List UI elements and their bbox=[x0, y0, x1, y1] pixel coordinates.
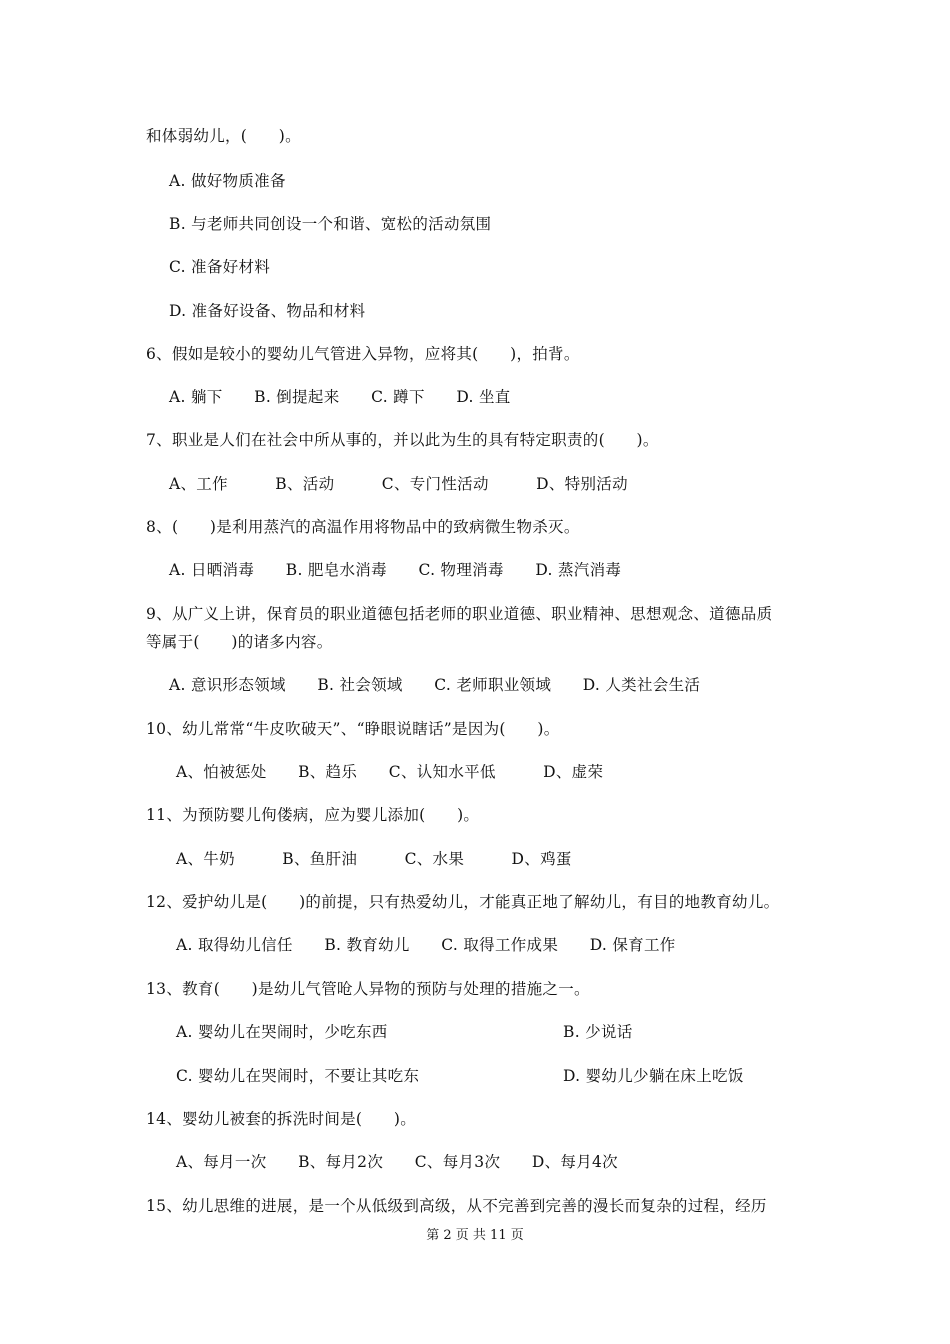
page-footer: 第 2 页 共 11 页 bbox=[426, 1228, 524, 1243]
question-9-line-1: 9、从广义上讲，保育员的职业道德包括老师的职业道德、职业精神、思想观念、道德品质 bbox=[146, 605, 773, 623]
question-8: 8、( )是利用蒸汽的高温作用将物品中的致病微生物杀灭。 bbox=[146, 518, 580, 536]
q9-options: A. 意识形态领域 B. 社会领域 C. 老师职业领域 D. 人类社会生活 bbox=[169, 676, 701, 694]
q6-options: A. 躺下 B. 倒提起来 C. 蹲下 D. 坐直 bbox=[169, 388, 511, 406]
question-10: 10、幼儿常常“牛皮吹破天”、“睁眼说瞎话”是因为( )。 bbox=[146, 720, 560, 738]
q10-options: A、怕被惩处 B、趋乐 C、认知水平低 D、虚荣 bbox=[176, 763, 604, 781]
q13-option-b: B. 少说话 bbox=[563, 1023, 633, 1041]
question-9-line-2: 等属于( )的诸多内容。 bbox=[146, 633, 333, 651]
question-15: 15、幼儿思维的进展，是一个从低级到高级，从不完善到完善的漫长而复杂的过程，经历 bbox=[146, 1197, 767, 1215]
q11-options: A、牛奶 B、鱼肝油 C、水果 D、鸡蛋 bbox=[176, 850, 572, 868]
question-7: 7、职业是人们在社会中所从事的，并以此为生的具有特定职责的( )。 bbox=[146, 431, 659, 449]
question-13: 13、教育( )是幼儿气管呛人异物的预防与处理的措施之一。 bbox=[146, 980, 590, 998]
q7-options: A、工作 B、活动 C、专门性活动 D、特别活动 bbox=[169, 475, 628, 493]
question-11: 11、为预防婴儿佝偻病，应为婴儿添加( )。 bbox=[146, 806, 480, 824]
question-6: 6、假如是较小的婴幼儿气管进入异物，应将其( )，拍背。 bbox=[146, 345, 580, 363]
q5-option-a: A. 做好物质准备 bbox=[169, 172, 286, 190]
question-14: 14、婴幼儿被套的拆洗时间是( )。 bbox=[146, 1110, 417, 1128]
q5-continuation: 和体弱幼儿，( )。 bbox=[146, 127, 301, 145]
q13-option-c: C. 婴幼儿在哭闹时，不要让其吃东 bbox=[176, 1067, 420, 1085]
q12-options: A. 取得幼儿信任 B. 教育幼儿 C. 取得工作成果 D. 保育工作 bbox=[176, 936, 676, 954]
q5-option-c: C. 准备好材料 bbox=[169, 258, 271, 276]
q13-option-d: D. 婴幼儿少躺在床上吃饭 bbox=[563, 1067, 744, 1085]
q8-options: A. 日晒消毒 B. 肥皂水消毒 C. 物理消毒 D. 蒸汽消毒 bbox=[169, 561, 622, 579]
q14-options: A、每月一次 B、每月2次 C、每月3次 D、每月4次 bbox=[176, 1153, 618, 1171]
question-12: 12、爱护幼儿是( )的前提，只有热爱幼儿，才能真正地了解幼儿，有目的地教育幼儿。 bbox=[146, 893, 780, 911]
q5-option-b: B. 与老师共同创设一个和谐、宽松的活动氛围 bbox=[169, 215, 492, 233]
q5-option-d: D. 准备好设备、物品和材料 bbox=[169, 302, 366, 320]
q13-option-a: A. 婴幼儿在哭闹时，少吃东西 bbox=[176, 1023, 388, 1041]
